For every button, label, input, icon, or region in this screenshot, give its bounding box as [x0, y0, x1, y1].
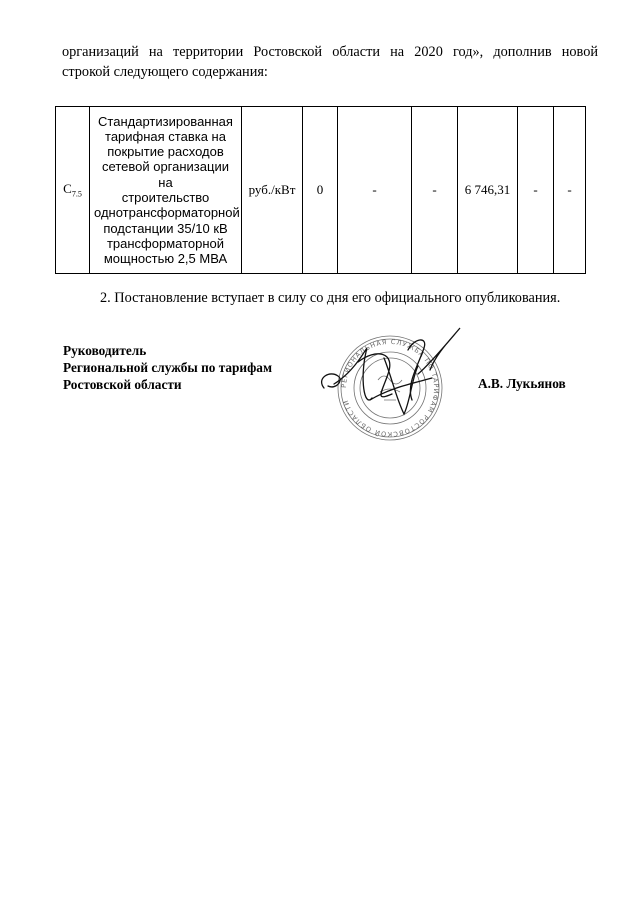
value-cell: 6 746,31: [458, 107, 518, 274]
rate-code: С: [63, 181, 72, 197]
value-cell: -: [412, 107, 458, 274]
signatory-title: [63, 342, 272, 393]
value-cell: -: [518, 107, 554, 274]
unit-cell: руб./кВт: [242, 107, 303, 274]
description-line: Стандартизированная: [98, 113, 233, 129]
table-row: [56, 107, 586, 274]
signatory-name: А.В. Лукьянов: [478, 376, 566, 391]
signatory-title-line: Ростовской области: [63, 377, 182, 392]
intro-line-2: строкой следующего содержания:: [62, 64, 268, 80]
description-line: строительство: [121, 190, 210, 205]
rate-description-cell: [90, 107, 242, 274]
description-line: однотрансформаторной: [94, 205, 240, 221]
rate-code-cell: [56, 107, 90, 274]
description-line: сетевой организации на: [102, 159, 229, 190]
svg-text:РЕГИОНАЛЬНАЯ СЛУЖБА ПО ТАРИФАМ: РЕГИОНАЛЬНАЯ СЛУЖБА ПО ТАРИФАМ РОСТОВСКОЙ ОБЛАСТИ: [339, 337, 441, 439]
signatory-title-line: Руководитель: [63, 343, 147, 358]
rate-code-subscript: 7.5: [71, 189, 82, 199]
description-line: мощностью 2,5 МВА: [103, 251, 228, 267]
intro-line-1: организаций на территории Ростовской области на 2020 год», дополнив новой: [62, 44, 598, 60]
description-line: тарифная ставка на: [105, 128, 226, 144]
value-cell: 0: [303, 107, 338, 274]
description-line: подстанции 35/10 кВ: [103, 220, 228, 236]
description-line: трансформаторной: [106, 235, 225, 251]
intro-paragraph: [62, 42, 598, 82]
official-seal-and-signature: [300, 318, 472, 454]
value-cell: -: [338, 107, 412, 274]
value-cell: -: [554, 107, 586, 274]
signatory-title-line: Региональной службы по тарифам: [63, 360, 273, 375]
effective-date-paragraph: 2. Постановление вступает в силу со дня его официального опубликования.: [100, 290, 561, 306]
description-line: покрытие расходов: [107, 144, 224, 160]
tariff-table: [55, 106, 586, 274]
